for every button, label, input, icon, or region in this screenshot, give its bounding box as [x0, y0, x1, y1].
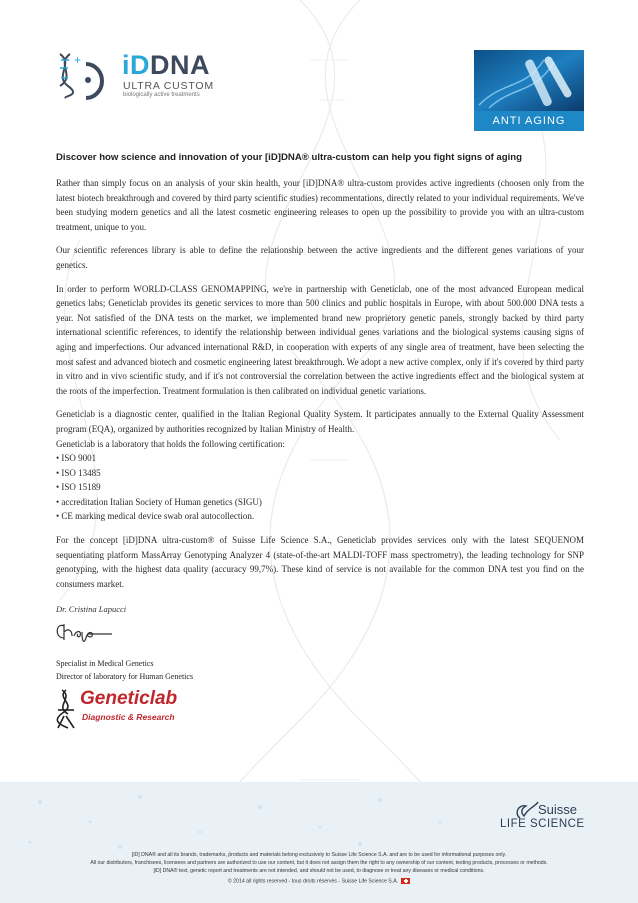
swiss-flag-icon	[401, 878, 410, 884]
brand-subtitle: ULTRA CUSTOM	[123, 80, 214, 92]
certification-intro: Geneticlab is a laboratory that holds the following certification:	[56, 438, 285, 449]
dna-logo-icon	[52, 50, 116, 100]
brand-prefix: iD	[122, 50, 150, 80]
paragraph-genomapping: In order to perform WORLD-CLASS GENOMAPPING, we're in partnership with Geneticlab, one of the most advanced European medical genetics labs; Geneticlab provides its genetic services to more than 500 clinics and public hospitals in Europe, with about 500.000 DNA tests a year. Not satisfied of the DNA tests on the market, we implemented brand new proprietory genetic panels, strongly backed by third party international scientific references, to identify the relationship between individual genes variations and the biological systems causing signs of aging and imperfections. Our advanced international R&D, in cooperation with experts of any single area of treatment, have been selecting the most safest and advanced biotech and cosmetic engineering latest breakthrough. We adopt a new active complex, only if it's covered by third party in vitro and in vivo scientific study, and if it's not controversial the correlation between the active ingredients effect and the biological system at the roots of the imperfection. Treatment formulation is then calibrated on individual genetic variations.	[56, 283, 584, 396]
signatory-roles	[56, 657, 193, 683]
brand-suffix: DNA	[150, 50, 210, 80]
paragraph-intro: Rather than simply focus on an analysis of your skin health, your [iD]DNA® ultra-custom provides active ingredients (choosen only from the latest biotech breakthrough and covered by third party scientific studies) recommentations, directly related to your individual requirements. We've been studying modern genetics and all the latest cosmetic engineering releases to open up the possibility to provide you with an ultra-custom treatment, unique to you.	[56, 178, 584, 232]
certification-list	[56, 451, 584, 524]
geneticlab-logo	[52, 688, 182, 730]
paragraph-sequenom: For the concept [iD]DNA ultra-custom® of Suisse Life Science S.A., Geneticlab provides services only with the latest SEQUENOM sequentiating platform MassArray Genotyping Analyzer 4 (state-of-the-art MALDI-TOFF mass spectrometry), the leading technology for SNP genotyping, with the highest data quality (accuracy 99,7%). These kind of service is not available for the common DNA test you find on the consumers market.	[56, 535, 584, 589]
certification-item: • accreditation Italian Society of Human genetics (SIGU)	[56, 495, 584, 510]
sls-name-bottom: LIFE SCIENCE	[500, 818, 585, 830]
certification-item: • ISO 13485	[56, 466, 584, 481]
page-heading: Discover how science and innovation of your [iD]DNA® ultra-custom can help you fight signs of aging	[56, 152, 523, 163]
certification-item: • ISO 9001	[56, 451, 584, 466]
legal-line-1: [iD] DNA® and all its brands, trademarks, products and materials belong exclusively to Suisse Life Science S.A. and are to be used for informational purposes only.	[131, 852, 507, 858]
body-content	[56, 176, 584, 600]
legal-line-3: [iD] DNA® test, genetic report and treatments are not intended, and should not be used, to diagnose or treat any diseases or medical conditions.	[153, 868, 485, 874]
brand-name	[122, 50, 210, 81]
signatory-role-1: Specialist in Medical Genetics	[56, 659, 154, 668]
hero-label: ANTI AGING	[474, 111, 584, 131]
geneticlab-name: Geneticlab	[80, 688, 178, 709]
signatory-name: Dr. Cristina Lapucci	[56, 604, 127, 614]
copyright-text: © 2014 all rights reserved - tous droits réservés - Suisse Life Science S.A.	[227, 878, 399, 885]
svg-text:+: +	[74, 53, 82, 67]
legal-line-2: All our distributors, franchisees, licensees and partners are authorized to use our content, but it does not assign them the right to any ownership of our content, testing products, processes or methods.	[90, 860, 548, 866]
paragraph-geneticlab: Geneticlab is a diagnostic center, qualified in the Italian Regional Quality System. It participates annually to the External Quality Assessment program (EQA), organized by authorities recognized by Italian Ministry of Health.	[56, 409, 584, 434]
sls-swirl-icon	[500, 800, 540, 820]
sls-name-top: Suisse	[538, 802, 578, 817]
legal-notice	[60, 851, 578, 875]
certification-item: • CE marking medical device swab oral autocollection.	[56, 509, 584, 524]
brand-tagline: biologically active treatments	[123, 92, 200, 98]
certification-item: • ISO 15189	[56, 480, 584, 495]
signatory-role-2: Director of laboratory for Human Genetics	[56, 672, 194, 681]
paragraph-library: Our scientific references library is able to define the relationship between the active ingredients and the different genes variations of your genetics.	[56, 245, 584, 270]
geneticlab-subtitle: Diagnostic & Research	[82, 712, 175, 722]
geneticlab-figure-icon	[52, 688, 80, 730]
handwritten-signature	[52, 618, 122, 646]
suisse-life-science-logo	[500, 800, 590, 836]
iddna-logo	[52, 50, 222, 100]
copyright	[60, 878, 578, 884]
